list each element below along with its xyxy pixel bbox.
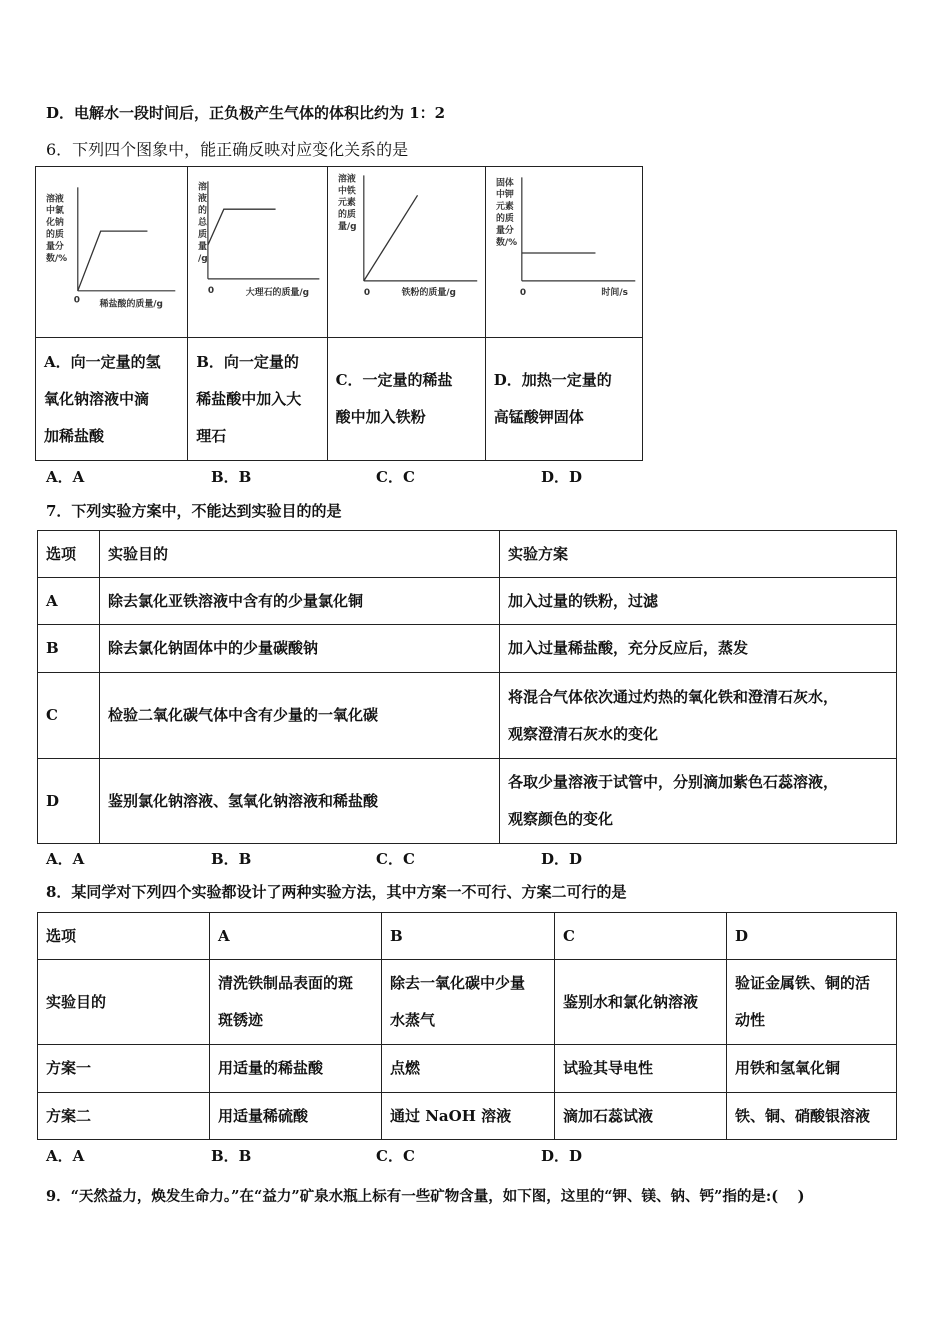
graph-c-curve [363, 195, 417, 281]
table-cell: 除去氯化钠固体中的少量碳酸钠 [100, 625, 500, 673]
table-cell [500, 673, 897, 759]
graph-b-ylabel-2: 的 [198, 206, 208, 217]
table-cell: 铁、铜、硝酸银溶液 [727, 1093, 897, 1140]
table-cell: 实验目的 [38, 960, 210, 1045]
table-row [38, 759, 897, 844]
table-cell: A [38, 578, 100, 625]
graph-a-ylabel-4: 量分 [45, 242, 64, 253]
table-cell [382, 960, 555, 1045]
graph-d-ylabel-1: 中钾 [495, 190, 514, 201]
answer-option-a[interactable]: A．A [46, 468, 85, 486]
graph-c-origin: 0 [363, 287, 370, 298]
table-cell: D [38, 759, 100, 844]
table-cell [210, 960, 382, 1045]
graph-c-caption [327, 338, 485, 461]
table-cell: 方案二 [38, 1093, 210, 1140]
table-cell [727, 960, 897, 1045]
caption-line: D．加热一定量的 [493, 371, 612, 389]
graph-d-caption [485, 338, 642, 461]
table-cell: 用适量的稀盐酸 [210, 1045, 382, 1093]
cell-line: 加入过量的铁粉，过滤 [508, 591, 659, 610]
caption-line: 稀盐酸中加入大 [196, 389, 302, 408]
graph-a-origin: 0 [73, 295, 81, 306]
graph-d-ylabel-5: 数/% [495, 238, 517, 249]
graph-b-ylabel-6: /g [198, 253, 208, 264]
cell-line: 验证金属铁、铜的活 [735, 974, 871, 992]
table-header: C [555, 913, 727, 960]
cell-line: 除去一氧化碳中少量 [390, 974, 526, 992]
question-6-stem: 6．下列四个图象中，能正确反映对应变化关系的是 [46, 140, 409, 159]
graph-d-ylabel-2: 元素 [495, 202, 514, 213]
graph-d-ylabel-4: 量分 [495, 226, 514, 237]
graph-a-ylabel-0: 溶液 [45, 194, 64, 205]
table-cell: 滴加石蕊试液 [555, 1093, 727, 1140]
question-7-table [37, 530, 897, 844]
graph-b-ylabel-1: 液 [198, 194, 208, 205]
cell-line: 观察澄清石灰水的变化 [508, 724, 659, 743]
graph-a [36, 167, 188, 338]
answer-option-c[interactable]: C．C [376, 468, 415, 486]
graph-a-ylabel-2: 化钠 [45, 218, 64, 229]
answer-option-c[interactable]: C．C [376, 850, 415, 868]
cell-line: 动性 [735, 1011, 766, 1029]
caption-line: 酸中加入铁粉 [335, 408, 426, 426]
table-header: 选项 [38, 531, 100, 578]
table-cell: 除去氯化亚铁溶液中含有的少量氯化铜 [100, 578, 500, 625]
graph-c-xlabel: 铁粉的质量/g [401, 287, 456, 298]
previous-option-d: D．电解水一段时间后，正负极产生气体的体积比约为 1：2 [46, 104, 446, 122]
cell-line: 各取少量溶液于试管中，分别滴加紫色石蕊溶液， [508, 773, 839, 791]
graph-a-curve [78, 231, 148, 291]
graph-b-ylabel-0: 溶 [198, 182, 208, 193]
table-row [38, 625, 897, 673]
graph-a-caption [36, 338, 188, 461]
table-row [38, 673, 897, 759]
answer-option-d[interactable]: D．D [541, 850, 583, 868]
graph-a-plot [36, 167, 187, 337]
table-cell: 用铁和氢氧化铜 [727, 1045, 897, 1093]
table-cell: B [38, 625, 100, 673]
caption-line: 高锰酸钾固体 [493, 408, 584, 426]
table-row [38, 1045, 897, 1093]
table-row [38, 578, 897, 625]
table-cell: 通过 NaOH 溶液 [382, 1093, 555, 1140]
graph-d-xlabel: 时间/s [601, 287, 628, 298]
question-6-figure-table [35, 166, 643, 461]
graph-b-ylabel-3: 总 [198, 218, 208, 229]
question-7-stem: 7．下列实验方案中，不能达到实验目的的是 [46, 502, 342, 520]
table-cell: 方案一 [38, 1045, 210, 1093]
table-header: A [210, 913, 382, 960]
answer-option-b[interactable]: B．B [211, 468, 252, 486]
table-cell [500, 625, 897, 673]
table-cell: 点燃 [382, 1045, 555, 1093]
table-cell [500, 759, 897, 844]
graph-b-curve [208, 209, 276, 245]
table-header: D [727, 913, 897, 960]
graph-b-plot [188, 167, 326, 337]
graph-d-ylabel-0: 固体 [495, 178, 514, 189]
caption-line: A．向一定量的氢 [44, 352, 161, 371]
graph-b-xlabel: 大理石的质量/g [245, 287, 310, 298]
caption-line: B．向一定量的 [196, 352, 299, 371]
graph-b [188, 167, 327, 338]
cell-line: 加入过量稀盐酸，充分反应后，蒸发 [508, 639, 749, 657]
cell-line: 观察颜色的变化 [508, 810, 614, 828]
table-header: 实验方案 [500, 531, 897, 578]
caption-line: 理石 [196, 426, 227, 445]
cell-line: 鉴别水和氯化钠溶液 [563, 992, 699, 1011]
answer-option-a[interactable]: A．A [46, 850, 85, 868]
graph-c-ylabel-0: 溶液 [337, 174, 356, 185]
question-8-table [37, 912, 897, 1140]
answer-option-c[interactable]: C．C [376, 1147, 415, 1165]
table-row [38, 960, 897, 1045]
caption-line: 氧化钠溶液中滴 [44, 389, 150, 408]
graph-b-caption [188, 338, 327, 461]
graph-c-ylabel-2: 元素 [337, 198, 356, 209]
table-cell: C [38, 673, 100, 759]
answer-option-d[interactable]: D．D [541, 1147, 583, 1165]
answer-option-b[interactable]: B．B [211, 850, 252, 868]
graph-b-ylabel-5: 量 [198, 242, 208, 253]
question-8-stem: 8．某同学对下列四个实验都设计了两种实验方法，其中方案一不可行、方案二可行的是 [46, 883, 627, 901]
question-9-stem: 9．“天然益力，焕发生命力。”在“益力”矿泉水瓶上标有一些矿物含量，如下图，这里的“钾、镁、钠、钙”指的是:( ) [46, 1188, 805, 1205]
table-header: B [382, 913, 555, 960]
graph-d [485, 167, 642, 338]
graph-c [327, 167, 485, 338]
graph-c-ylabel-3: 的质 [337, 210, 356, 221]
cell-line: 水蒸气 [390, 1011, 436, 1029]
graph-c-ylabel-1: 中铁 [337, 186, 356, 197]
answer-option-d[interactable]: D．D [541, 468, 583, 486]
cell-line: 清洗铁制品表面的斑 [218, 974, 354, 992]
graph-a-ylabel-5: 数/% [45, 253, 68, 264]
graph-d-plot [486, 167, 642, 337]
graph-d-ylabel-3: 的质 [495, 214, 514, 225]
cell-line: 斑锈迹 [218, 1011, 264, 1029]
graph-a-xlabel: 稀盐酸的质量/g [99, 299, 163, 310]
table-cell [555, 960, 727, 1045]
caption-line: C．一定量的稀盐 [335, 371, 453, 389]
table-header: 选项 [38, 913, 210, 960]
graph-a-ylabel-3: 的质 [45, 230, 64, 241]
graph-d-origin: 0 [519, 287, 526, 298]
graph-a-ylabel-1: 中氯 [45, 206, 64, 217]
caption-line: 加稀盐酸 [44, 426, 105, 445]
table-cell: 试验其导电性 [555, 1045, 727, 1093]
table-header: 实验目的 [100, 531, 500, 578]
answer-option-a[interactable]: A．A [46, 1147, 85, 1165]
graph-c-plot [328, 167, 485, 337]
cell-line: 将混合气体依次通过灼热的氧化铁和澄清石灰水， [508, 687, 839, 706]
table-row [38, 1093, 897, 1140]
answer-option-b[interactable]: B．B [211, 1147, 252, 1165]
table-cell: 鉴别氯化钠溶液、氢氧化钠溶液和稀盐酸 [100, 759, 500, 844]
graph-c-ylabel-4: 量/g [337, 222, 357, 233]
graph-b-ylabel-4: 质 [198, 230, 208, 241]
table-cell [500, 578, 897, 625]
table-cell: 用适量稀硫酸 [210, 1093, 382, 1140]
table-cell: 检验二氧化碳气体中含有少量的一氧化碳 [100, 673, 500, 759]
graph-b-origin: 0 [208, 285, 215, 296]
